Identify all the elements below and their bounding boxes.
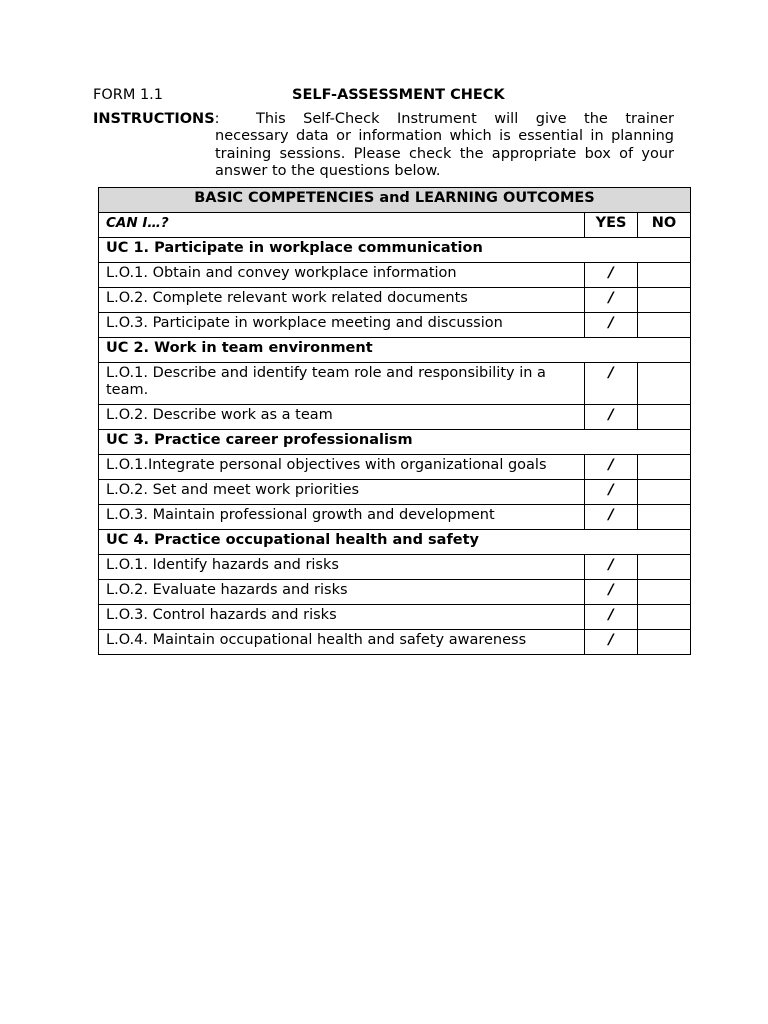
- yes-checkbox-cell[interactable]: /: [585, 630, 638, 655]
- outcome-row: [99, 480, 691, 505]
- outcome-text: L.O.3. Control hazards and risks: [99, 605, 585, 630]
- outcome-text: L.O.2. Evaluate hazards and risks: [99, 580, 585, 605]
- yes-checkbox-cell[interactable]: /: [585, 288, 638, 313]
- instructions-text-wrap: [215, 111, 674, 180]
- yes-checkbox-cell[interactable]: /: [585, 455, 638, 480]
- table-body: [99, 188, 691, 655]
- outcome-row: [99, 363, 691, 405]
- unit-row: [99, 430, 691, 455]
- yes-checkbox-cell[interactable]: /: [585, 363, 638, 405]
- outcome-text: L.O.4. Maintain occupational health and safety awareness: [99, 630, 585, 655]
- no-checkbox-cell[interactable]: [638, 555, 691, 580]
- outcome-row: [99, 288, 691, 313]
- no-checkbox-cell[interactable]: [638, 363, 691, 405]
- outcome-row: [99, 405, 691, 430]
- outcome-text: L.O.1. Identify hazards and risks: [99, 555, 585, 580]
- outcome-text: L.O.2. Complete relevant work related documents: [99, 288, 585, 313]
- question-header: CAN I…?: [99, 213, 585, 238]
- unit-title: UC 3. Practice career professionalism: [99, 430, 691, 455]
- no-checkbox-cell[interactable]: [638, 480, 691, 505]
- no-checkbox-cell[interactable]: [638, 405, 691, 430]
- unit-row: [99, 530, 691, 555]
- form-header: [93, 87, 693, 107]
- yes-checkbox-cell[interactable]: /: [585, 605, 638, 630]
- outcome-row: [99, 555, 691, 580]
- outcome-row: [99, 605, 691, 630]
- self-assessment-table: [98, 187, 691, 655]
- unit-title: UC 4. Practice occupational health and safety: [99, 530, 691, 555]
- outcome-row: [99, 505, 691, 530]
- yes-checkbox-cell[interactable]: /: [585, 505, 638, 530]
- unit-title: UC 1. Participate in workplace communication: [99, 238, 691, 263]
- outcome-text: L.O.1. Obtain and convey workplace information: [99, 263, 585, 288]
- outcome-text: L.O.2. Set and meet work priorities: [99, 480, 585, 505]
- outcome-row: [99, 313, 691, 338]
- yes-checkbox-cell[interactable]: /: [585, 555, 638, 580]
- table-title: BASIC COMPETENCIES and LEARNING OUTCOMES: [99, 188, 691, 213]
- no-checkbox-cell[interactable]: [638, 288, 691, 313]
- no-checkbox-cell[interactable]: [638, 630, 691, 655]
- outcome-row: [99, 580, 691, 605]
- yes-checkbox-cell[interactable]: /: [585, 263, 638, 288]
- instructions-text: This Self-Check Instrument will give the trainer necessary data or information which is essential in planning training sessions. Please check the appropriate box of your answer to the questions below.: [215, 111, 674, 179]
- no-checkbox-cell[interactable]: [638, 455, 691, 480]
- table-header-row: [99, 213, 691, 238]
- no-checkbox-cell[interactable]: [638, 580, 691, 605]
- no-checkbox-cell[interactable]: [638, 263, 691, 288]
- outcome-row: [99, 263, 691, 288]
- outcome-row: [99, 630, 691, 655]
- outcome-text: L.O.1. Describe and identify team role and responsibility in a team.: [99, 363, 585, 405]
- instructions-block: [93, 111, 674, 180]
- yes-header: YES: [585, 213, 638, 238]
- form-number: FORM 1.1: [93, 87, 164, 103]
- no-checkbox-cell[interactable]: [638, 605, 691, 630]
- yes-checkbox-cell[interactable]: /: [585, 480, 638, 505]
- no-header: NO: [638, 213, 691, 238]
- table-title-row: [99, 188, 691, 213]
- no-checkbox-cell[interactable]: [638, 505, 691, 530]
- unit-title: UC 2. Work in team environment: [99, 338, 691, 363]
- unit-row: [99, 238, 691, 263]
- form-title: SELF-ASSESSMENT CHECK: [292, 87, 505, 103]
- yes-checkbox-cell[interactable]: /: [585, 313, 638, 338]
- unit-row: [99, 338, 691, 363]
- no-checkbox-cell[interactable]: [638, 313, 691, 338]
- outcome-text: L.O.1.Integrate personal objectives with organizational goals: [99, 455, 585, 480]
- outcome-row: [99, 455, 691, 480]
- outcome-text: L.O.2. Describe work as a team: [99, 405, 585, 430]
- instructions-label: INSTRUCTIONS:: [93, 111, 220, 127]
- outcome-text: L.O.3. Participate in workplace meeting and discussion: [99, 313, 585, 338]
- outcome-text: L.O.3. Maintain professional growth and development: [99, 505, 585, 530]
- yes-checkbox-cell[interactable]: /: [585, 405, 638, 430]
- yes-checkbox-cell[interactable]: /: [585, 580, 638, 605]
